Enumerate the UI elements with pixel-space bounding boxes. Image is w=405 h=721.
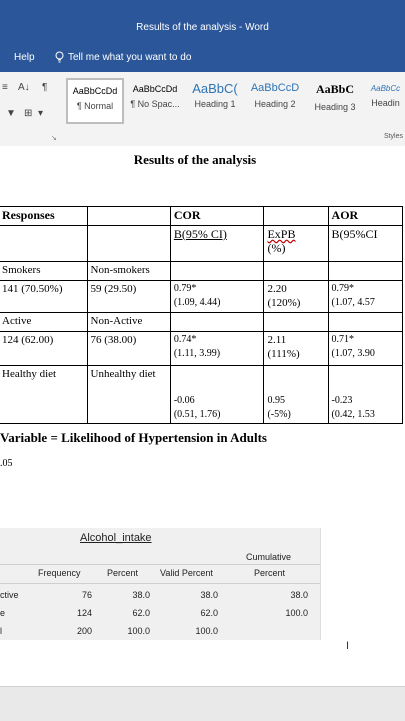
style-heading-2-label: Heading 2 — [254, 99, 296, 109]
table-cell — [328, 332, 402, 366]
style-no-spacing[interactable] — [126, 78, 184, 124]
table-cell — [264, 332, 328, 366]
spss-table-title: Alcohol_intake — [80, 532, 152, 544]
title-bar — [0, 0, 405, 42]
table-cell: Unhealthy diet — [87, 366, 170, 424]
table-cell — [328, 366, 402, 424]
style-normal[interactable] — [66, 78, 124, 124]
ci-value: (1.09, 4.44) — [173, 297, 221, 308]
spss-valid-cell: 100.0 — [195, 626, 218, 636]
table-cell: AOR — [328, 207, 402, 226]
table-cell — [264, 313, 328, 332]
paragraph-tools — [0, 80, 62, 130]
style-heading-2-sample: AaBbCcD — [250, 82, 300, 94]
status-bar — [0, 686, 405, 721]
spss-frequency-cell: 76 — [81, 590, 92, 600]
spss-col-valid-percent: Valid Percent — [160, 568, 213, 578]
table-cell — [170, 226, 264, 262]
list-icon[interactable]: ≡ — [2, 82, 8, 93]
style-heading-1-label: Heading 1 — [194, 99, 236, 109]
spss-row-label: l — [0, 626, 2, 636]
coef-value: -0.23 — [331, 395, 353, 406]
table-cell: 141 (70.50%) — [0, 281, 87, 313]
table-cell — [264, 281, 328, 313]
table-cell — [0, 226, 87, 262]
table-subheader-row — [0, 226, 403, 262]
table-cell — [264, 366, 328, 424]
spss-frequency-table — [0, 528, 321, 640]
table-cell — [328, 281, 402, 313]
table-cell — [170, 281, 264, 313]
table-cell — [170, 313, 264, 332]
spss-percent-cell: 100.0 — [127, 626, 150, 636]
ci-value: (0.51, 1.76) — [173, 409, 221, 420]
table-header-row — [0, 207, 403, 226]
sort-icon[interactable]: A↓ — [18, 82, 30, 93]
style-heading-1-sample: AaBbC( — [192, 81, 238, 96]
spss-valid-cell: 38.0 — [200, 590, 218, 600]
ci-value: (1.11, 3.99) — [173, 348, 221, 359]
spss-col-cumulative: Cumulative — [246, 552, 292, 562]
table-cell: 124 (62.00) — [0, 332, 87, 366]
help-tab[interactable]: Help — [14, 52, 35, 63]
style-normal-label: ¶ Normal — [76, 101, 114, 111]
style-heading-4[interactable] — [366, 78, 405, 124]
table-cell — [328, 262, 402, 281]
cor-ci-label: B(95% CI) — [173, 227, 227, 241]
style-heading-4-sample: AaBbCc — [370, 84, 401, 93]
coef-value: 0.79* — [173, 283, 197, 294]
style-normal-sample: AaBbCcDd — [72, 86, 118, 96]
table-cell: Smokers — [0, 262, 87, 281]
table-cell — [264, 262, 328, 281]
tell-me-text: Tell me what you want to do — [68, 51, 192, 63]
pilcrow-icon[interactable]: ¶ — [42, 82, 48, 93]
table-row — [0, 332, 403, 366]
style-heading-4-label: Headin — [371, 98, 400, 108]
table-cell — [328, 313, 402, 332]
window-title: Results of the analysis - Word — [136, 22, 269, 33]
table-cell: 59 (29.50) — [87, 281, 170, 313]
table-footnote-variable: Variable = Likelihood of Hypertension in Adults — [0, 430, 267, 445]
spss-percent-cell: 38.0 — [132, 590, 150, 600]
table-row — [0, 262, 403, 281]
spss-percent-cell: 62.0 — [132, 608, 150, 618]
menu-bar — [0, 42, 405, 72]
borders-icon[interactable]: ⊞ — [24, 108, 33, 119]
table-cell: Non-Active — [87, 313, 170, 332]
ci-value: (1.07, 3.90 — [331, 348, 375, 359]
style-heading-1[interactable] — [186, 78, 244, 124]
styles-group-label: Styles — [383, 133, 403, 140]
document-page[interactable] — [0, 146, 405, 666]
table-cell: Responses — [0, 207, 87, 226]
table-cell: Active — [0, 313, 87, 332]
table-cell — [170, 332, 264, 366]
document-heading: Results of the analysis — [133, 152, 257, 167]
table-cell: COR — [170, 207, 264, 226]
expb-value: 2.11 — [267, 334, 287, 346]
spss-valid-cell: 62.0 — [200, 608, 218, 618]
borders-dropdown-icon[interactable]: ▾ — [38, 108, 44, 119]
table-cell: Non-smokers — [87, 262, 170, 281]
coef-value: 0.79* — [331, 283, 355, 294]
table-cell — [170, 366, 264, 424]
coef-value: 0.71* — [331, 334, 355, 345]
expb-unit: (%) — [267, 241, 286, 255]
table-cell: B(95%CI — [328, 226, 402, 262]
style-heading-3-label: Heading 3 — [314, 102, 356, 112]
style-heading-3-sample: AaBbC — [315, 82, 354, 96]
table-row — [0, 366, 403, 424]
table-cell — [87, 226, 170, 262]
coef-value: -0.06 — [173, 395, 195, 406]
spss-cumulative-cell: 38.0 — [290, 590, 308, 600]
table-row — [0, 281, 403, 313]
table-footnote-significance: .05 — [0, 458, 13, 469]
table-cell — [264, 226, 328, 262]
spss-row-label: e — [0, 608, 6, 618]
spss-col-frequency: Frequency — [38, 568, 81, 578]
expb-value: 0.95 — [267, 395, 285, 406]
shading-dropdown-icon[interactable]: ▼ — [6, 108, 16, 119]
spss-row-label: ctive — [0, 590, 19, 600]
table-cell — [264, 207, 328, 226]
expb-value: 2.20 — [267, 283, 287, 295]
lightbulb-icon — [54, 51, 65, 63]
results-table — [0, 206, 403, 424]
ci-value: (1.07, 4.57 — [331, 297, 375, 308]
expb-label: ExPB — [267, 227, 296, 241]
spss-cumulative-cell: 100.0 — [285, 608, 308, 618]
style-heading-2[interactable] — [246, 78, 304, 124]
ribbon — [0, 72, 405, 147]
style-no-spacing-sample: AaBbCcDd — [132, 84, 178, 94]
style-no-spacing-label: ¶ No Spac... — [130, 99, 180, 109]
tell-me-search[interactable] — [54, 51, 191, 63]
text-cursor: I — [346, 640, 350, 652]
coef-value: 0.74* — [173, 334, 197, 345]
spss-frequency-cell: 200 — [76, 626, 92, 636]
expb-percent: (120%) — [267, 297, 301, 309]
table-cell: Healthy diet — [0, 366, 87, 424]
spss-col-percent: Percent — [107, 568, 139, 578]
table-cell: 76 (38.00) — [87, 332, 170, 366]
spss-frequency-cell: 124 — [76, 608, 92, 618]
table-row — [0, 313, 403, 332]
table-cell — [87, 207, 170, 226]
style-heading-3[interactable] — [306, 78, 364, 124]
expb-percent: (-5%) — [267, 409, 291, 420]
ci-value: (0.42, 1.53 — [331, 409, 375, 420]
spss-col-cumulative-percent: Percent — [254, 568, 286, 578]
expb-percent: (111%) — [267, 348, 300, 360]
paragraph-dialog-launcher-icon[interactable]: ↘ — [51, 135, 57, 142]
table-cell — [170, 262, 264, 281]
